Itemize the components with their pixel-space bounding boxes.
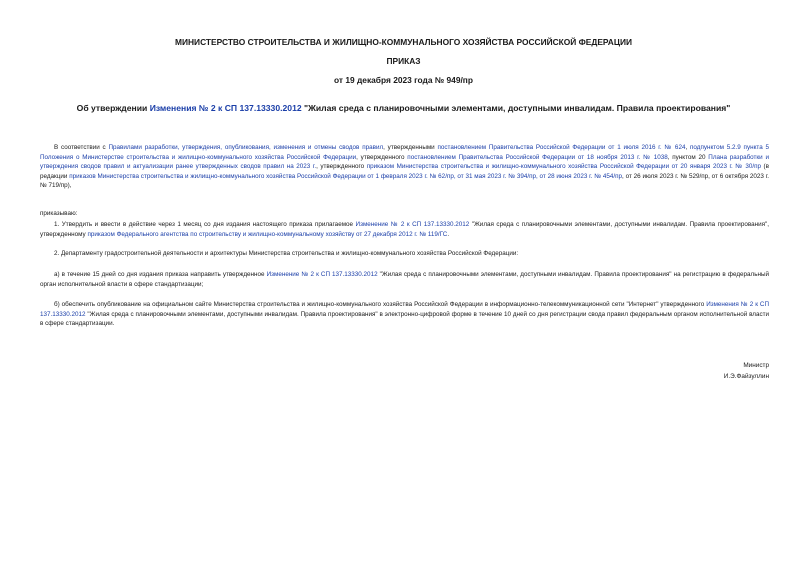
link-amendment-2[interactable]: Изменения № 2 к СП 137.13330.2012 [40, 301, 769, 318]
signature-name: И.Э.Файзуллин [723, 373, 769, 380]
preamble-text: , пунктом 20 [667, 153, 709, 161]
link-order-30[interactable]: приказом Министерства строительства и жилищно-коммунального хозяйства Российской Федерации от 20 января 2023 г. № 30/пр [366, 163, 762, 170]
link-resolution-624[interactable]: постановлением Правительства Российской Федерации от 1 июля 2016 г. № 624 [437, 144, 686, 151]
item-1-text: . [447, 230, 450, 238]
link-amendment-2[interactable]: Изменение № 2 к СП 137.13330.2012 [355, 221, 470, 228]
order-word: приказываю: [40, 210, 78, 217]
link-amendment-2[interactable]: Изменение № 2 к СП 137.13330.2012 [266, 271, 378, 278]
link-orders-amendments[interactable]: приказов Министерства строительства и жилищно-коммунального хозяйства Российской Федерации от 1 февраля 2023 г. № 62/пр, от 31 мая 2023 г. № 394/пр, от 28 июня 2023 г. № 454/пр [69, 172, 623, 180]
link-resolution-1038[interactable]: постановлением Правительства Российской Федерации от 18 ноября 2013 г. № 1038 [407, 153, 668, 161]
ministry-heading: МИНИСТЕРСТВО СТРОИТЕЛЬСТВА И ЖИЛИЩНО-КОММУНАЛЬНОГО ХОЗЯЙСТВА РОССИЙСКОЙ ФЕДЕРАЦИИ [175, 37, 632, 47]
preamble-text: , утвержденного [316, 163, 367, 170]
item-2a [40, 270, 769, 289]
link-subclause-5-2-9[interactable]: подпунктом 5.2.9 пункта 5 Положения о Министерстве строительства и жилищно-коммунального хозяйства Российской Федерации [40, 144, 770, 161]
preamble-text: (в редакции [40, 163, 769, 180]
item-2a-text: "Жилая среда с планировочными элементами, доступными инвалидам. Правила проектирования" на регистрацию в федеральный орган исполнительной власти в сфере стандартизации; [40, 271, 770, 288]
preamble-text: , утвержденного [356, 153, 408, 161]
document-date-number: от 19 декабря 2023 года № 949/пр [334, 75, 473, 85]
link-order-119-gs[interactable]: приказом Федерального агентства по строительству и жилищно-коммунальному хозяйству от 27 декабря 2012 г. № 119/ГС [87, 230, 448, 238]
preamble-text: , утвержденными [383, 144, 438, 151]
item-2b [40, 300, 769, 329]
document-title [0, 103, 807, 113]
preamble-text: , от 26 июля 2023 г. № 529/пр, от 6 октября 2023 г. № 719/пр), [40, 172, 769, 189]
preamble-paragraph [40, 143, 769, 191]
title-suffix: "Жилая среда с планировочными элементами, доступными инвалидам. Правила проектирования" [301, 103, 731, 113]
preamble-text: , [685, 144, 690, 151]
item-2b-text: б) обеспечить опубликование на официальном сайте Министерства строительства и жилищно-коммунального хозяйства Российской Федерации в информационно-телекоммуникационной сети "Интернет" утвержденного [54, 301, 707, 308]
preamble-text: В соответствии с [54, 144, 109, 151]
title-link-amendment[interactable]: Изменения № 2 к СП 137.13330.2012 [149, 103, 302, 113]
item-2a-text: а) в течение 15 дней со дня издания приказа направить утвержденное [54, 271, 267, 278]
link-plan-2023[interactable]: Плана разработки и утверждения сводов правил и актуализации ранее утвержденных сводов правил на 2023 г. [40, 153, 769, 170]
document-type: ПРИКАЗ [386, 56, 421, 66]
item-1-text: "Жилая среда с планировочными элементами, доступными инвалидам. Правила проектирования", утвержденному [40, 221, 769, 238]
item-1 [40, 220, 769, 239]
item-1-text: 1. Утвердить и ввести в действие через 1 месяц со дня издания настоящего приказа прилагаемое [54, 221, 356, 228]
title-prefix: Об утверждении [76, 103, 150, 113]
item-2b-text: "Жилая среда с планировочными элементами, доступными инвалидам. Правила проектирования" в электронно-цифровой форме в течение 10 дней со дня регистрации свода правил федеральным органом исполнительной власти в сфере стандартизации. [40, 310, 769, 327]
item-2: 2. Департаменту градостроительной деятельности и архитектуры Министерства строительства и жилищно-коммунального хозяйства Российской Федерации: [54, 250, 519, 257]
signature-position: Министр [743, 362, 769, 369]
link-rules[interactable]: Правилами разработки, утверждения, опубликования, изменения и отмены сводов правил [108, 144, 384, 151]
